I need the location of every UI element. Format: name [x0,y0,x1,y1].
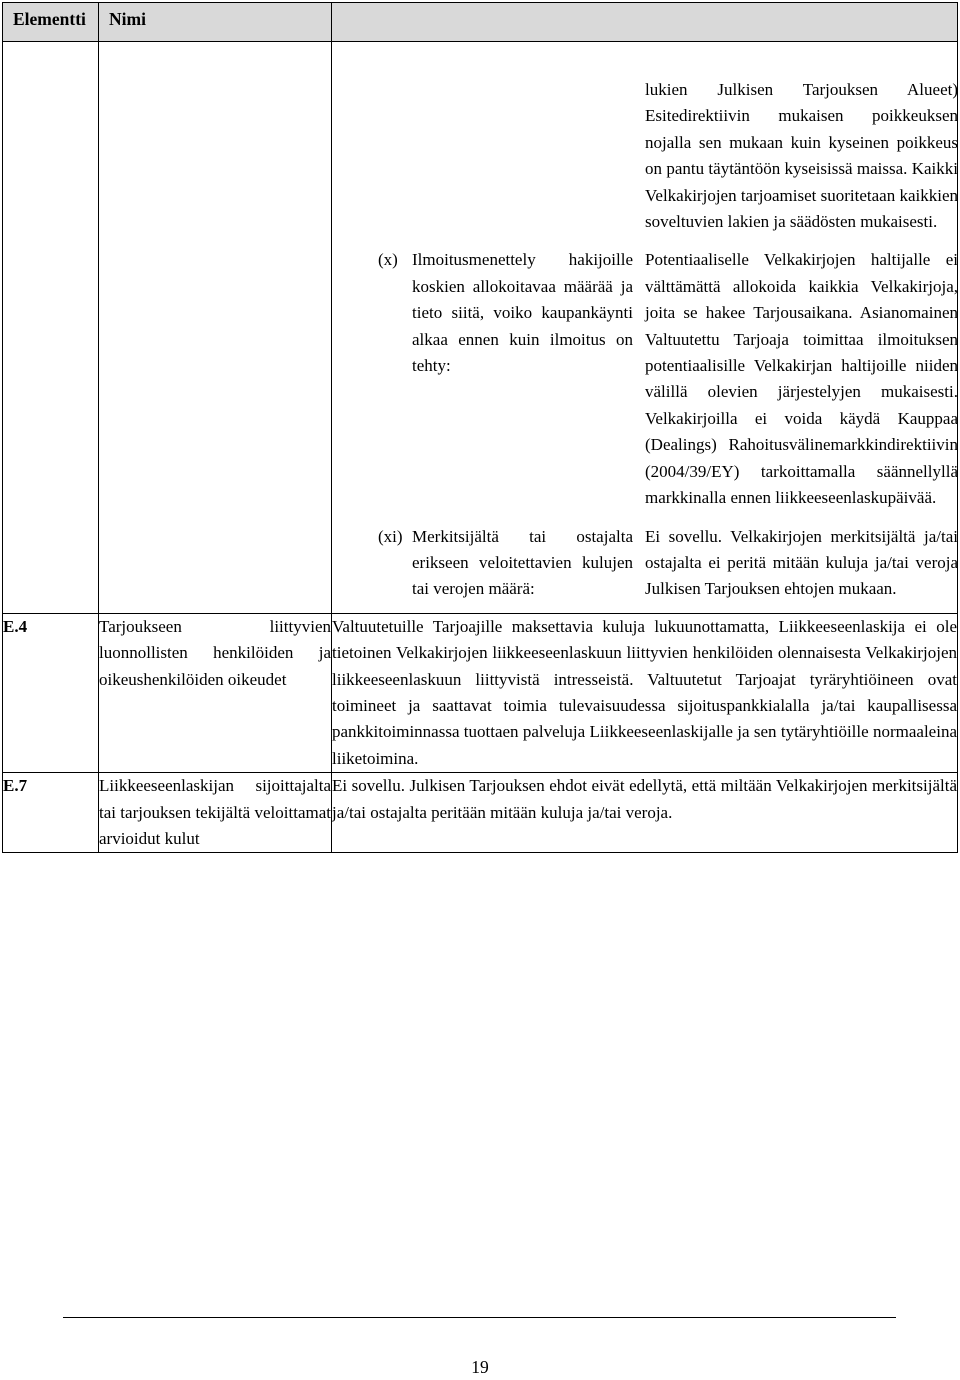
header-text [332,3,958,42]
table-row-e7 [3,773,958,853]
sub-table [332,77,958,603]
sub-item-number: (xi) [378,526,403,546]
header-name: Nimi [99,3,332,42]
table-header-row [3,3,958,42]
sub-item-description: Potentiaaliselle Velkakirjojen haltijalle ei välttämättä allokoida kaikkia Velkakirjoja, joita se hakee Tarjousaikana. Asianomainen Valtuutettu Tarjoaja toimittaa ilmoituksen potentiaalisille Velkakirjan haltijoille niiden välillä olevien järjestelyjen mukaisesti. Velkakirjoilla ei voida käydä Kauppaa (Dealings) Rahoitusvälinemarkkindirektiivin (2004/39/EY) tarkoittamalla säännellyllä markkinalla ennen liikkeeseenlaskupäivää. [645,250,958,508]
footer-divider [63,1317,896,1318]
continued-element-cell [3,42,99,614]
summary-table [2,2,958,853]
sub-row-xi [332,524,958,603]
element-text: Ei sovellu. Julkisen Tarjouksen ehdot eivät edellytä, että miltään Velkakirjojen merkitsijältä ja/tai ostajalta peritään mitään kuluja ja/tai veroja. [332,773,958,853]
sub-item-description: Ei sovellu. Velkakirjojen merkitsijältä ja/tai ostajalta ei peritä mitään kuluja ja/tai veroja Julkisen Tarjouksen ehtojen mukaan. [645,526,958,599]
page-number: 19 [471,1357,489,1377]
continued-text-cell [332,42,958,614]
sub-item-label: Ilmoitusmenettely hakijoille koskien allokoitavaa määrää ja tieto siitä, voiko kaupankäynti alkaa ennen kuin ilmoitus on tehty: [412,250,633,376]
continued-name-cell [99,42,332,614]
table-row-e4 [3,613,958,772]
sub-row-x [332,247,958,511]
sub-row-continued [332,77,958,235]
sub-item-label: Merkitsijältä tai ostajalta erikseen veloitettavien kulujen tai verojen määrä: [412,526,633,599]
element-name: Liikkeeseenlaskijan sijoittajalta tai tarjouksen tekijältä veloittamat arvioidut kulut [99,773,332,853]
sub-item-number: (x) [378,250,398,270]
continued-text: lukien Julkisen Tarjouksen Alueet) Esitedirektiivin mukaisen poikkeuksen nojalla sen mukaan kuin kyseinen poikkeus on pantu täytäntöön kyseisissä maissa. Kaikki Velkakirjojen tarjoamiset suoritetaan kaikkien soveltuvien lakien ja säädösten mukaisesti. [645,80,958,232]
table-row-continued [3,42,958,614]
header-element: Elementti [3,3,99,42]
element-id: E.7 [3,773,99,853]
element-text: Valtuutetuille Tarjoajille maksettavia kuluja lukuunottamatta, Liikkeeseenlaskija ei ole tietoinen Velkakirjojen liikkeeseenlaskuun liittyvien henkilöiden olennaisesta Velkakirjojen liikkeeseenlaskuun liittyvistä intresseistä. Valtuutetut Tarjoajat tyräryhtiöineen ovat toimineet ja saattavat toimia tulevaisuudessa sijoituspankkialalla ja/tai kaupallisessa pankkitoiminnassa tuottaen palveluja Liikkeeseenlaskijalle ja sen tytäryhtiöille normaaleina liiketoimina. [332,613,958,772]
element-id: E.4 [3,613,99,772]
element-name: Tarjoukseen liittyvien luonnollisten henkilöiden ja oikeushenkilöiden oikeudet [99,613,332,772]
